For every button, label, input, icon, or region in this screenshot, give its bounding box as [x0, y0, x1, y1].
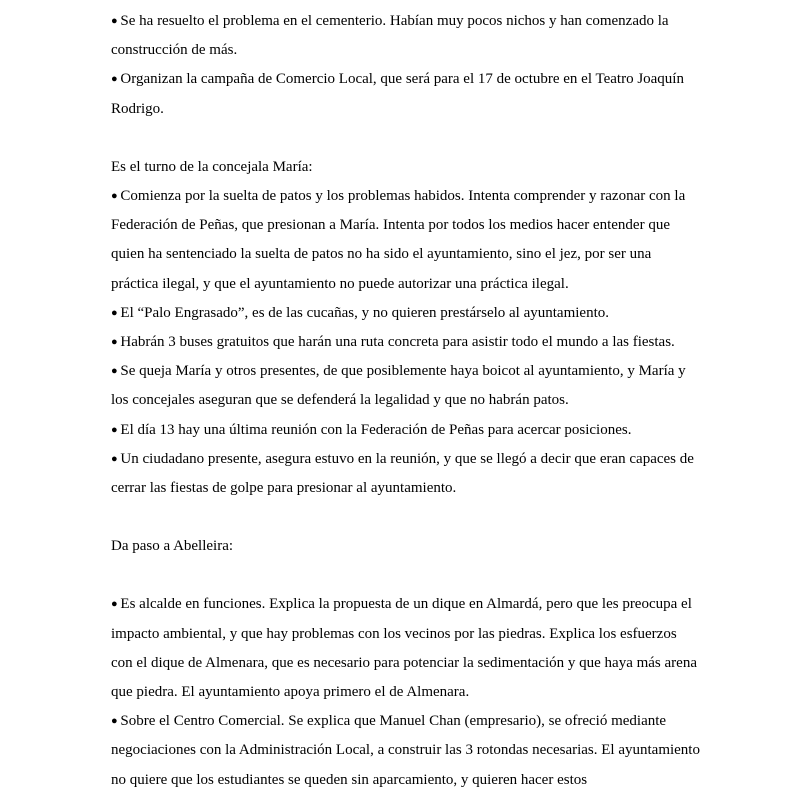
- section-intro: Es el turno de la concejala María:: [111, 158, 313, 175]
- bullet-item: ● Se queja María y otros presentes, de que posiblemente haya boicot al ayuntamiento, y María y los concejales aseguran que se defenderá la legalidad y que no habrán patos.: [111, 357, 701, 415]
- paragraph-spacer: [111, 503, 701, 532]
- bullet-item: ● Sobre el Centro Comercial. Se explica que Manuel Chan (empresario), se ofreció mediante negociaciones con la Administración Local, a construir las 3 rotondas necesarias. El ayuntamiento no quiere que los estudiantes se queden sin aparcamiento, y quieren hacer estos: [111, 707, 701, 795]
- bullet-item: ● El día 13 hay una última reunión con la Federación de Peñas para acercar posiciones.: [111, 416, 701, 445]
- bullet-item: ● Habrán 3 buses gratuitos que harán una ruta concreta para asistir todo el mundo a las fiestas.: [111, 328, 701, 357]
- bullet-item: ● Un ciudadano presente, asegura estuvo en la reunión, y que se llegó a decir que eran capaces de cerrar las fiestas de golpe para presionar al ayuntamiento.: [111, 445, 701, 503]
- document-body: [111, 7, 701, 795]
- bullet-item: ● El “Palo Engrasado”, es de las cucañas, y no quieren prestárselo al ayuntamiento.: [111, 299, 701, 328]
- paragraph-spacer: [111, 124, 701, 153]
- paragraph-spacer: [111, 561, 701, 590]
- bullet-item: ● Organizan la campaña de Comercio Local, que será para el 17 de octubre en el Teatro Joaquín Rodrigo.: [111, 65, 701, 123]
- bullet-item: ● Comienza por la suelta de patos y los problemas habidos. Intenta comprender y razonar con la Federación de Peñas, que presionan a María. Intenta por todos los medios hacer entender que quien ha sentenciado la suelta de patos no ha sido el ayuntamiento, sino el jez, por ser una práctica ilegal, y que el ayuntamiento no puede autorizar una práctica ilegal.: [111, 182, 701, 299]
- bullet-item: ● Es alcalde en funciones. Explica la propuesta de un dique en Almardá, pero que les preocupa el impacto ambiental, y que hay problemas con los vecinos por las piedras. Explica los esfuerzos con el dique de Almenara, que es necesario para potenciar la sedimentación y que haya más arena que piedra. El ayuntamiento apoya primero el de Almenara.: [111, 590, 701, 707]
- section-intro: Da paso a Abelleira:: [111, 538, 234, 555]
- bullet-item: ● Se ha resuelto el problema en el cementerio. Habían muy pocos nichos y han comenzado la construcción de más.: [111, 7, 701, 65]
